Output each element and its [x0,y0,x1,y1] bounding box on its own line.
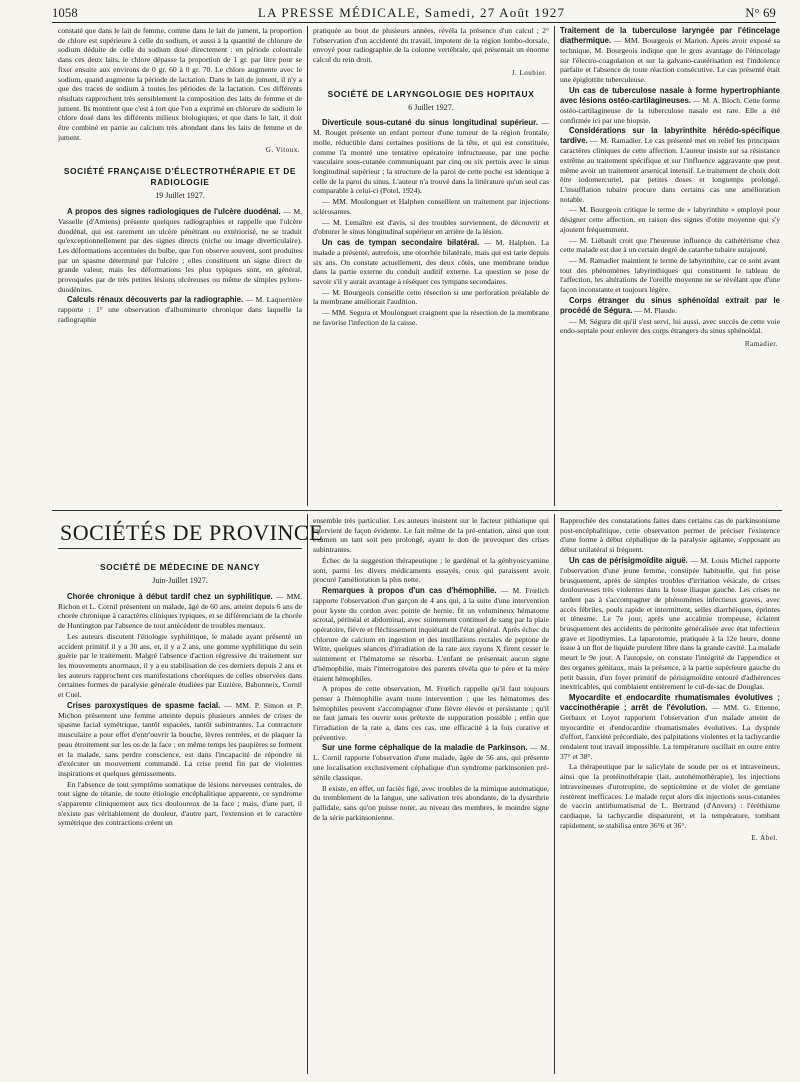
column-rule [554,514,555,1074]
article-title: Sur une forme céphalique de la maladie de Parkinson. [322,743,528,753]
article-body: — M. Frœlich rapporte l'observation d'un garçon de 4 ans qui, à la suite d'une intervention pour kyste du cordon avec pointe de hernie, fit un volumineux hématome scrotal, périnéal et abdominal, avec suintement continuel de sang par la plaie opératoire, fièvre et fléchissement inquiétant de l'état général. Après échec du chlorure de calcium en ingestion et des instillations rectales de peptone de Witte, quelques séances d'irradiation de la rate aux rayons X firent cesser le suintement et l'hématome se résorba. L'enfant ne présentait aucun signe d'hémophilie, mais l'interrogatoire des parents révéla que le père et la mère étaient hémophiles. [313,585,549,683]
article-body: — MM. Richon et L. Cornil présentent un malade, âgé de 60 ans, atteint depuis 6 ans de chorée chronique à caractères cliniques typiques, et se différenciant de la chorée de Huntington par l'absence de tout antécédent de troubles mentaux. [58,591,302,631]
signature: G. Vitoux. [265,146,300,155]
paragraph: En l'absence de tout symptôme somatique de lésions nerveuses centrales, de tout signe de tétanie, de toute étiologie encéphalitique apparente, ce syndrome s'apparente cliniquement aux tics douloureux de la face ; mais, d'une part, il n'existe pas véritablement de douleur, d'autre part, l'extension et le caractère symétrique des contractions créent un [58,779,302,828]
issue-number: N° 69 [745,6,776,20]
paragraph: — MM. Segura et Moulonguet craignent que la résection de la membrane ne favorise l'infection de la caisse. [313,308,549,327]
page-number: 1058 [52,6,78,20]
session-date: Juin-Juillet 1927. [152,576,208,585]
top-column-3 [560,26,780,508]
article-body: — M. Rouget présente un enfant porteur d'une tumeur de la région frontale, molle, réductible dans certaines positions de la tête, et qui est constituée, comme l'a montré une tentative opératoire infructueuse, par une poche vasculaire sous-cutanée communiquant par cinq ou six pertuis avec le sinus longitudinal supérieur ; la structure de la paroi de cette poche est identique à celle de la paroi du sinus. L'auteur n'a trouvé dans la littérature qu'un seul cas comparable à celui-ci (Potel, 1924). [313,118,549,196]
article-body: — MM. Bourgeois et Marion. Après avoir exposé sa technique, M. Bourgeois indique que le gros avantage de l'étincelage sur l'électro-coagulation et sur la galvano-cautérisation est l'indolence parfaite et l'absence de toute réaction consécutive. Le cas présenté était une épiglottite tuberculeuse. [560,36,780,85]
province-column-2 [313,516,549,1074]
province-column-1 [58,552,302,1074]
header-rule [52,22,776,23]
paragraph: La thérapeutique par le salicylate de soude per os et intraveineux, ainsi que la protéinothérapie (lait, autohémothérapie), les injections intraveineuses d'urotropine, de septicémine et de violet de gentiane restèrent inefficaces. Le malade reçut alors dix injections sous-cutanées de vaccin antirhumatismal de L. Bertrand (d'Anvers) : l'éréthisme cardiaque, la tachycardie disparurent, et la température, tombant rapidement, se stabilisa entre 36°6 et 36°. [560,762,780,830]
society-heading: SOCIÉTÉ DE MÉDECINE DE NANCY [99,562,261,572]
article-title: Diverticule sous-cutané du sinus longitudinal supérieur. [322,118,538,128]
article-body: — MM. G. Etienne, Gerbaux et Loyot rapportent l'observation d'un malade atteint de myocardite et d'endocardite rhumatismales évolutives. La dyspnée d'effort, l'anxiété précordiale, des palpitations violentes et la tachycardie rendaient tout travail impossible. La température oscillait en outre entre 37° et 38°. [560,702,780,761]
article-title: Crises paroxystiques de spasme facial. [67,700,221,710]
paragraph: ensemble très particulier. Les auteurs insistent sur le facteur pithiatique qui intervient de façon évidente. Le fait même de la pré-entation, ainsi que tout examen un tant soit peu prolongé, ayant le don de provoquer des crises subintrantes. [313,516,549,555]
article-body: — M. Laquerrière rapporte : 1° une observation d'albuminurie chronique dans laquelle la radiographie [58,295,302,325]
article-title: Un cas de tuberculose nasale à forme hypertrophiante avec lésions ostéo-cartilagineuses. [560,85,780,105]
article-title: Calculs rénaux découverts par la radiographie. [67,295,244,305]
article-title: Remarques à propos d'un cas d'hémophilie. [322,585,497,595]
article-body: — M. Halphen. La malade a présenté, autrefois, une otorrhée bilatérale, mais qui est tarie depuis six ans. On constate actuellement, des deux côtés, une membrane tendue dans la partie externe du conduit auditif externe. La question se pose de savoir s'il y aurait avantage à réséquer ces tympans secondaires. [313,237,549,287]
article-title: Un cas de périsigmoïdite aiguë. [569,555,688,565]
article-title: Chorée chronique à début tardif chez un syphilitique. [67,591,273,601]
article-title: Un cas de tympan secondaire bilatéral. [322,237,480,247]
running-header [52,5,776,23]
paragraph: — M. Bourgeois critique le terme de « labyrinthite » employé pour désigner cette affection, en raison des signes d'otite moyenne qui s'y ajoutent fréquemment. [560,205,780,234]
paragraph: Rapprochée des constatations faites dans certains cas de parkinsonisme post-encéphalitique, cette observation permet de préciser l'existence d'une forme à début céphalique de la paralysie agitante, s'opposant au début unilatéral si fréquent. [560,516,780,555]
signature: J. Loubier. [511,68,547,77]
province-column-3 [560,516,780,1074]
paragraph: — M. Ramadier maintient le terme de labyrinthite, car ce sont avant tout des phénomènes labyrinthiques qui constituent le tableau de l'affection, les altérations de l'oreille moyenne ne se révélant que d'une façon inconstante et toujours légère. [560,255,780,295]
article-title: Corps étranger du sinus sphénoïdal extrait par le procédé de Ségura. [560,295,780,315]
article-body: — M. Louis Michel rapporte l'observation d'une jeune femme, constipée habituelle, qui fut prise brusquement, après de simples troubles d'irritation vésicale, de crises douloureuses très violentes dans la fosse iliaque gauche. Les crises ne tardent pas à s'accompagner de phénomènes infectieux graves, avec accès fébriles, pouls rapide et intermittent, selles diarrhéiques, éprintes et ténesme. Le 7e jour, après une accalmie trompeuse, éclatent brusquement des accidents de péritonite généralisée avec état infectieux grave et lipothymies. La laparotomie, pratiquée à la 12e heure, donne issue à un flot de liquide purulent libre dans la grande cavité. La malade meurt le 9e jour. A l'autopsie, on constate l'intégrité de l'appendice et des organes génitaux, mais la présence, à la partie supérieure gauche du petit bassin, d'un foyer primitif de périsigmoïdite entouré d'adhérences inextricables, qui comblaient entièrement le cul-de-sac de Douglas. [560,555,780,692]
column-rule [307,26,308,506]
signature: Ramadier. [744,340,778,349]
article-body: — M. Vasselle (d'Amiens) présente quelques radiographies et rappelle que l'ulcère duodénal, qui est rarement un ulcère pénétrant ou extériorisé, ne se traduit qu'exceptionnellement par des signes directs (niche ou image diverticulaire). Les déformations accentuées du bulbe, que l'on observe souvent, sont produites par un spasme déterminé par l'ulcère ; elles constituent un signe direct de grande valeur, mais les déformations les plus typiques sont, en général, provoquées par de très petites lésions ulcéreuses ou même de simples pyloro-duodénites. [58,206,302,294]
article-body: — M. A. Bloch. Cette forme ostéo-cartilagineuse de la tuberculose nasale est rare. Elle a été confirmée ici par une biopsie. [560,95,780,125]
article-body: — M. Plaude. [634,305,677,315]
column-rule [307,514,308,1074]
society-heading: SOCIÉTÉ FRANÇAISE D'ÉLECTROTHÉRAPIE ET DE RADIOLOGIE [63,166,297,188]
paragraph: — M. Bourgeois conseille cette résection si une perforation préalable de la membrane améliorait l'audition. [313,287,549,307]
paragraph: constaté que dans le lait de femme, comme dans le lait de jument, la proportion de chlore est supérieure à celle du sodium, et aussi à la quantité de chlorure de sodium déduite de celle du sodium dosé directement : en période colostrale dans ces deux laits, le chlore dépasse la proportion de 1 gr. par litre pour se fixer ensuite aux environs de 0 gr. 60 à 0 gr. 70. Le chlore augmente avec le sodium, quand augmente la période de lactation. Dans le lait de jument, il n'y a que des traces de sodium à toutes les périodes de la lactation. Ces différents résultats rapprochent très sensiblement la composition des laits de femme et de jument. Ils montrent que c'est à tort que l'on a exprimé en chlorure de sodium le chlore dosé dans les différents milieux biologiques, et que dans le lait, il doit être combiné en partie au calcium très abondant dans les laits de femme et de jument. [58,26,302,142]
paragraph: A propos de cette observation, M. Frœlich rappelle qu'il faut toujours penser à l'hémophilie avant toute intervention ; que les hématomes des hémophiles peuvent s'accompagner d'une fièvre élevée et persistante ; qu'il ne faut jamais les ouvrir sous prétexte de suppuration possible ; enfin que l'irradiation de la rate a, dans ces cas, une efficacité à la fois curative et préventive. [313,684,549,742]
journal-title: LA PRESSE MÉDICALE, Samedi, 27 Août 1927 [257,5,566,20]
signature: E. Abel. [751,834,778,843]
article-title: Myocardite et endocardite rhumatismales évolutives ; vaccinothérapie ; arrêt de l'évolution. [560,692,780,712]
article-body: — MM. P. Simon et P. Michon présentent une femme atteinte depuis plusieurs années de crises de spasme facial symétrique, tantôt espacées, tantôt subintrantes. La contracture musculaire a pour effet d'entr'ouvrir la bouche, lèvres rentrées, et de plaquer la peau étroitement sur les os de la face ; en même temps les paupières se ferment et la malade, sans perdre conscience, est dans l'incapacité de répondre ni d'exécuter un mouvement commandé. La crise prend fin par de violentes inspirations et quelques gémissements. [58,700,302,778]
paragraph: Il existe, en effet, un faciès figé, avec troubles de la mimique automatique, du tremblement de la langue, une salivation très abondante, de la dysarthrie pallidale, sans qu'on puisse noter, au niveau des membres, le moindre signe de la série parkinsonienne. [313,783,549,822]
section-heading: SOCIÉTÉS DE PROVINCE [60,520,324,545]
paragraph: Échec de la suggestion thérapeutique ; le gardénal et la génhyoscyamine sont, parmi les divers médicaments essayés, ceux qui paraissent avoir procuré l'amélioration la plus nette. [313,555,549,585]
heading-rule [58,548,302,549]
paragraph: — M. Lemaître est d'avis, si des troubles surviennent, de découvrir et d'obturer le sinus longitudinal supérieur en arrière de la lésion. [313,217,549,237]
article-body: — M. Ramadier. Le cas présenté met en relief les principaux caractères cliniques de cette affection. L'auteur insiste sur sa résistance extrême au traitement spécifique et sur l'influence aggravante que peut même avoir un traitement arsenical intensif. Le traitement de choix doit être iodomercuriel, par petites doses et longtemps prolongé. L'insufflation tubaire procure dans certains cas une amélioration notable. [560,136,780,204]
paragraph: — M. Ségura dit qu'il s'est servi, lui aussi, avec succès de cette voie endo-septale pour enlever des corps étrangers du sinus sphénoïdal. [560,316,780,336]
paragraph: — M. Liébault croit que l'heureuse influence du cathétérisme chez cette malade est due à un certain degré de catarrhe tubaire surajouté. [560,235,780,255]
paragraph: Les auteurs discutent l'étiologie syphilitique, le malade ayant présenté un accident primitif il y a 30 ans, et, il y a 2 ans, une gomme syphilitique du sein guérie par le traitement. Malgré l'absence d'action régressive du traitement sur les mouvements anormaux, il y a eu stabilisation de ces derniers depuis 2 ans et les auteurs rapprochent ces manifestations choréiques de celles observées dans certaines formes de paralysie générale étudiées par Euzière, Babonneix, Cornil et Cuel. [58,631,302,700]
society-heading: SOCIÉTÉ DE LARYNGOLOGIE DES HOPITAUX [327,88,535,99]
top-column-1 [58,26,302,508]
article-title: Traitement de la tuberculose laryngée par l'étincelage diathermique. [560,26,780,45]
session-date: 19 Juillet 1927. [155,191,205,201]
article-title: Considérations sur la labyrinthite hérédo-spécifique tardive. [560,126,780,146]
column-rule [554,26,555,506]
article-title: A propos des signes radiologiques de l'ulcère duodénal. [67,206,281,216]
top-column-2 [313,26,549,508]
paragraph: pratiquée au bout de plusieurs années, révéla la présence d'un calcul ; 2° l'observation d'un accidenté du travail, impotent de la région lombo-dorsale, envoyé pour radiographie de la colonne vertébrale, qui présentait un énorme calcul du rein droit. [313,26,549,65]
session-date: 6 Juillet 1927. [408,102,454,112]
article-body: — M. L. Cornil rapporte l'observation d'une malade, âgée de 56 ans, qui présente une localisation exclusivement céphalique d'un syndrome parkinsonien pré-sénile classique. [313,743,549,782]
paragraph: — MM. Moulonguet et Halphen conseillent un traitement par injections sclérosantes. [313,197,549,216]
section-rule [52,510,782,511]
